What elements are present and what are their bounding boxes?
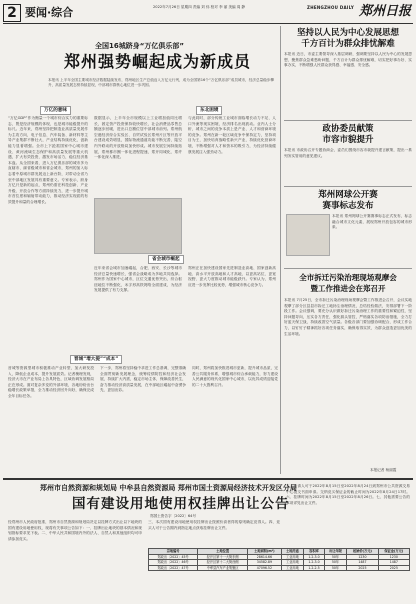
- notice-body-2: 三、本次国有建设用地使用权挂牌出让按照价高者得的原则确定竞得人。四、竞买人可于公告期内到指定地点获取挂牌出让文件。: [148, 520, 280, 530]
- right-divider-3: [284, 268, 412, 269]
- subhead-3: 省会城市崛起: [148, 255, 184, 264]
- right-headline-1: 坚持以人民为中心发展思想 千方百计为群众排忧解难: [296, 28, 399, 49]
- body-column-5: 郑州正在加快建设国家先进制造业高地、国家创新高地、高水平开放高地和人才高地，以更高站位、更宽视野、更大力度推动城市能级跃升。专家认为，郑州应进一步发挥比较优势，增强城市核心竞争力。: [188, 266, 276, 287]
- table-cell: 1230: [347, 554, 378, 560]
- byline: 本报记者 杨丽霞: [370, 468, 397, 472]
- body-column-2: 数据显示，上半年全市规模以上工业增加值同比增长，固定资产投资保持较快增长，社会消费品零售总额逐步回暖，进出口总额位居中部城市前列。郑州航空港经济综合实验区、自贸试验区郑州片区等开放平台建设成效明显，国际物流通道功能不断完善，陆空内外联动的开放格局加快形成。城市发展空间持续拓展，郑州都市圈一体化进程提速，郑开同城化、郑许一体化深入推进。: [94, 116, 182, 160]
- section-name: 要闻·综合: [25, 6, 74, 19]
- notice-body-1: 经郑州市人民政府批准，郑州市自然资源和规划局决定以挂牌方式出让以下地块的国有建设用地使用权，现将有关事项公告如下：一、挂牌出让地块的基本情况和规划指标要求见下表。二、中华人民共和国境内外的法人、自然人和其他组织均可申请参加竞买。: [8, 520, 142, 541]
- column-divider: [280, 26, 281, 474]
- table-cell: 1.2-3.0: [304, 560, 324, 566]
- body-column-6: 晋城等资源型城市积极推动产业转型，加大研发投入，降低企业成本，提升发展质效。记者梳理发现，经济大市在产业布局上各具特色，区域协调发展格局正在形成。面对复杂多变的外部环境，各地纷纷出台稳增长政策举措，全力推动经济回升向好，确保完成全年目标任务。: [8, 366, 94, 398]
- page-number: 2: [3, 4, 21, 22]
- table-header-cell: 宗地编号: [149, 549, 198, 555]
- right-headline-4: 全市拆迁污染治理现场观摩会 暨工作推进会在郑召开: [299, 273, 397, 293]
- photo-main-story: [94, 198, 182, 254]
- table-row: [149, 565, 410, 571]
- right-headline-3: 郑州网球公开赛 赛事标志发布: [318, 190, 378, 211]
- table-cell: 郑政出〔2022〕46号: [149, 560, 198, 566]
- notice-subtitle: 郑国土资告字〔2022〕64号: [150, 514, 197, 518]
- subhead-4: 晋城“增大提”“成本”: [70, 355, 122, 364]
- table-cell: 2025: [347, 565, 378, 571]
- main-headline: 郑州强势崛起成为新成员: [64, 52, 252, 71]
- notice-body-3: 五、申请人可于2022年8月15日至2022年8月24日到郑州市公共资源交易中心提交书面申请。交纳竞买保证金的截止时间为2022年8月24日17时。六、挂牌时间为2022年8月15日至2022年8月26日。七、其他需要公告的事项详见出让文件。: [286, 484, 410, 505]
- page-header: [3, 3, 413, 24]
- table-cell: 47096.52: [248, 565, 282, 571]
- table-cell: 1.2-3.0: [304, 554, 324, 560]
- table-cell: 工业用地: [281, 560, 304, 566]
- table-cell: 郑政出〔2022〕47号: [149, 565, 198, 571]
- table-header-cell: 起始价(万元): [347, 549, 378, 555]
- table-cell: 工业用地: [281, 554, 304, 560]
- land-parcel-table: [148, 548, 410, 571]
- table-cell: 50年: [324, 565, 347, 571]
- body-column-4: 近年来省会城市加速崛起，合肥、西安、长沙等城市经济总量快速增长，强省会战略成为多地共同选择。郑州作为国家中心城市，区位交通优势突出，综合枢纽地位不断强化，米字形高铁网络全面建成，为经济发展提供了有力支撑。: [94, 266, 182, 293]
- table-cell: 1230: [378, 554, 409, 560]
- table-cell: 经开区第十二大街西侧: [198, 560, 248, 566]
- subhead-2: 东北困境: [196, 106, 222, 115]
- table-cell: 2025: [378, 565, 409, 571]
- table-cell: 34582.89: [248, 560, 282, 566]
- table-header-cell: 出让年限: [324, 549, 347, 555]
- right-body-3: 本报讯 郑州网球公开赛赛事标志正式发布，标志融合城市文化元素，展现郑州开放包容的城市形象。: [332, 214, 412, 230]
- table-cell: 28614.66: [248, 554, 282, 560]
- table-header-cell: 土地用途: [281, 549, 304, 555]
- right-body-2: 本报讯 市政协召开专题协商会，委员们围绕市容市貌提升建言献策，提出一系列务实管用的意见建议。: [284, 148, 412, 158]
- right-headline-2: 政协委员献策 市容市貌提升: [322, 124, 374, 145]
- table-cell: 1487: [378, 560, 409, 566]
- body-column-8: 同时，郑州将加快推进城市更新，提升城市品质，完善公共服务体系，增强城市综合承载能力，努力建设人民满意的现代化国家中心城市，以优异成绩迎接党的二十大胜利召开。: [192, 366, 278, 387]
- brand-english: ZHENGZHOU DAILY: [307, 5, 355, 10]
- notice-bureau-line: 郑州市自然资源和规划局 中牟县自然资源局 郑州市国土资源局经济技术开发区分局: [40, 484, 297, 492]
- right-body-4: 本报讯 7月25日，全市拆迁污染治理现场观摩会暨工作推进会召开，会议实地观摩了部分区县县市拆迁工地扬尘治理情况，总结经验做法，安排部署下一阶段工作。会议强调，要充分认识做好拆迁污染治理工作的重要性和紧迫性，坚持问题导向，压实各方责任，强化源头管控，严格落实各项防治措施，全力打好蓝天保卫战，持续改善空气质量。各级各部门要加强协调配合，形成工作合力，以钉钉子精神抓好各项任务落实，确保取得实效，为群众创造更加优美的生活环境。: [284, 298, 412, 336]
- table-cell: 郑政出〔2022〕45号: [149, 554, 198, 560]
- notice-top-rule: [3, 478, 413, 480]
- table-cell: 1487: [347, 560, 378, 566]
- table-header-cell: 土地位置: [198, 549, 248, 555]
- table-cell: 工业用地: [281, 565, 304, 571]
- notice-title: 国有建设用地使用权挂牌出让公告: [72, 496, 290, 512]
- right-divider-1: [284, 120, 412, 121]
- body-column-7: 下一步，郑州将坚持稳中求进工作总基调，完整准确全面贯彻新发展理念，统筹疫情防控和经济社会发展，持续扩大内需，稳定市场主体，保障改善民生，奋力推动经济高质量发展，在中部地区崛起中奋勇争先、更加出彩。: [100, 366, 186, 393]
- table-cell: 50年: [324, 560, 347, 566]
- brand-logo: 郑州日报: [358, 4, 411, 19]
- table-cell: 经开区第十一大街东侧: [198, 554, 248, 560]
- main-lead: 本报讯 上半年全国主要城市经济数据陆续发布，郑州地区生产总值迈入万亿元行列，成为全国第16个“万亿俱乐部”成员城市，经济总量稳步攀升，高质量发展态势持续显现，中部城市群核心地位进一步巩固。: [48, 78, 274, 87]
- body-column-3: 与此同时，部分传统工业城市面临增长动力不足、人口外流等现实困境，经济排名出现波动。业内人士分析，城市之间的竞争本质上是产业、人才和营商环境的竞争。郑州在新一轮区域竞争中保持定力，坚持项目为王，加快培育战略性新兴产业，持续优化营商环境，不断增强对人才和资本的吸引力，为经济持续健康发展注入强劲动力。: [188, 116, 276, 154]
- table-header-cell: 土地面积(m²): [248, 549, 282, 555]
- subhead-1: 万亿的意味: [40, 106, 71, 115]
- date-line: 2022年7月26日 星期四 责编 刘 伟 校对 李 丽 美编 周 静: [153, 5, 246, 9]
- tennis-logo-image: [286, 214, 330, 256]
- right-body-1: 本报讯 近日，市委主要领导深入基层调研，强调要坚持以人民为中心的发展思想，聚焦群众急难愁盼问题，千方百计为群众排忧解难，切实把好事办好、实事办实，不断增强人民群众获得感、幸福感、安全感。: [284, 52, 412, 68]
- body-column-1: “万亿GDP”作为衡量一个城市综合实力的重要标志，既是经济规模的体现，也是城市能级提升的标尺。近年来，郑州坚持把制造业高质量发展作为主攻方向，电子信息、汽车装备、新材料等主导产业集群不断壮大，产业结构持续优化，创新能力显著增强。全市上下抢抓国家中心城市建设、黄河流域生态保护和高质量发展等重大机遇，扩大有效投资，激发市场活力，稳住经济基本盘。从全国来看，进入万亿俱乐部的城市多为直辖市、副省级城市和省会城市，郑州的加入标志着中原城市群发展迈上新台阶，对带动全省乃至中部地区发展具有重要意义。专家表示，跻身万亿只是新的起点，郑州仍需在科技创新、产业升级、开放合作等方面持续发力，进一步提升城市首位度和辐射带动能力，推动经济实现质的有效提升和量的合理增长。: [8, 116, 88, 204]
- table-header-cell: 容积率: [304, 549, 324, 555]
- table-cell: 1.2-2.5: [304, 565, 324, 571]
- table-cell: 中牟县汽车产业集聚区: [198, 565, 248, 571]
- main-kicker: 全国16城跻身“万亿俱乐部”: [95, 42, 184, 50]
- table-header-cell: 保证金(万元): [378, 549, 409, 555]
- table-cell: 50年: [324, 554, 347, 560]
- right-divider-2: [284, 186, 412, 187]
